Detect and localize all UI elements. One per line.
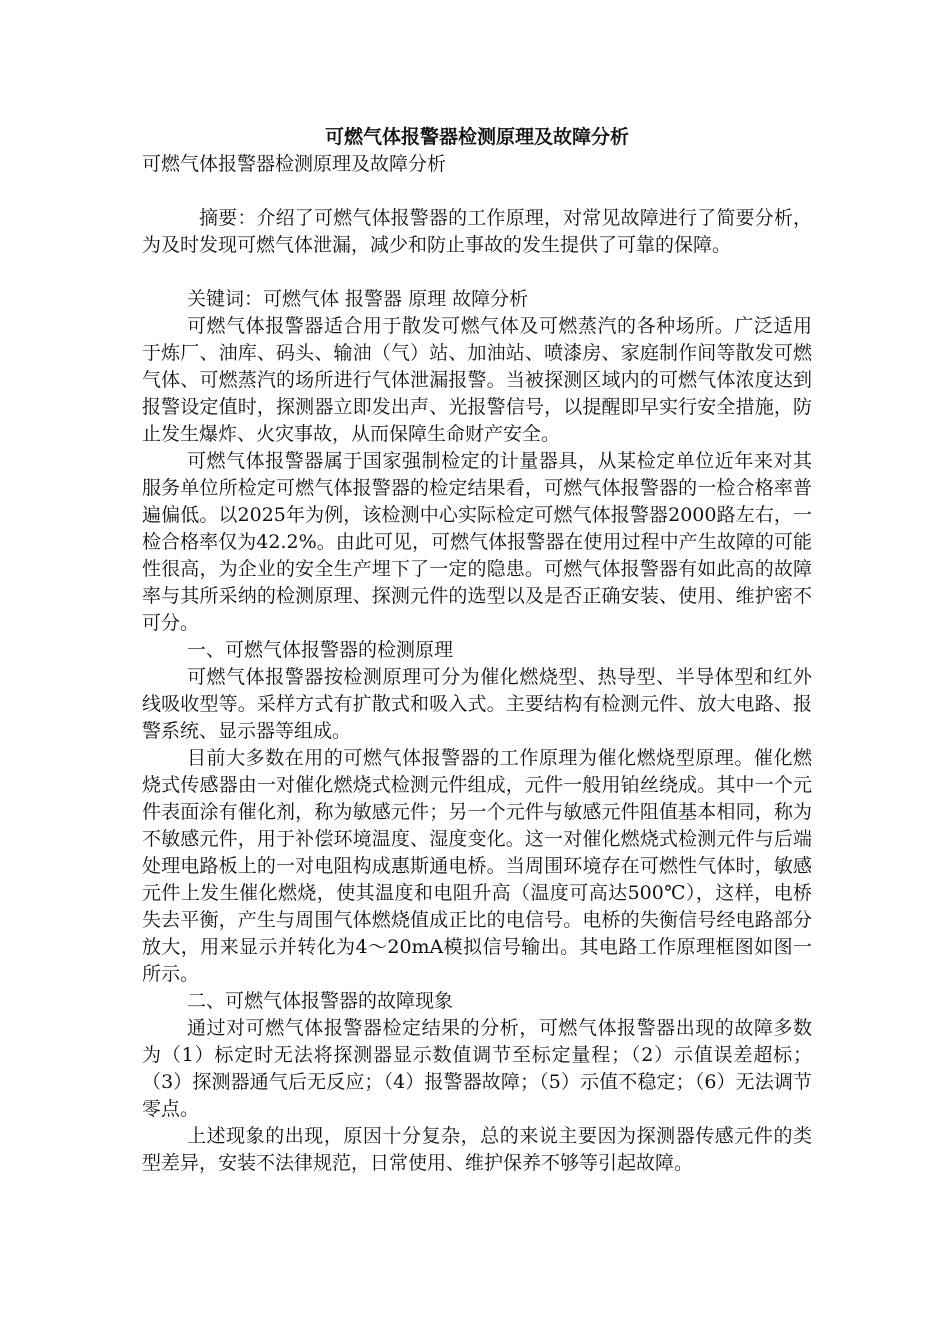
keywords-line: 关键词：可燃气体 报警器 原理 故障分析 <box>187 288 529 310</box>
section-heading: 一、可燃气体报警器的检测原理 <box>187 639 454 661</box>
blank-line <box>142 259 812 286</box>
body-paragraph: 目前大多数在用的可燃气体报警器的工作原理为催化燃烧型原理。催化燃烧式传感器由一对催化燃烧式检测元件组成，元件一般用铂丝绕成。其中一个元件表面涂有催化剂，称为敏感元件；另一个元件与敏感元件阻值基本相同，称为不敏感元件，用于补偿环境温度、湿度变化。这一对催化燃烧式检测元件与后端处理电路板上的一对电阻构成惠斯通电桥。当周围环境存在可燃性气体时，敏感元件上发生催化燃烧，使其温度和电阻升高（温度可高达500℃），这样，电桥失去平衡，产生与周围气体燃烧值成正比的电信号。电桥的失衡信号经电路部分放大，用来显示并转化为4～20mA模拟信号输出。其电路工作原理框图如图一所示。 <box>142 747 812 985</box>
body-paragraph: 可燃气体报警器属于国家强制检定的计量器具，从某检定单位近年来对其服务单位所检定可燃气体报警器的检定结果看，可燃气体报警器的一检合格率普遍偏低。以2025年为例，该检测中心实际检定可燃气体报警器2000路左右，一检合格率仅为42.2%。由此可见，可燃气体报警器在使用过程中产生故障的可能性很高，为企业的安全生产埋下了一定的隐患。可燃气体报警器有如此高的故障率与其所采纳的检测原理、探测元件的选型以及是否正确安装、使用、维护密不可分。 <box>142 450 812 634</box>
blank-line <box>142 178 812 205</box>
document-body <box>142 124 812 1177</box>
body-paragraph: 可燃气体报警器按检测原理可分为催化燃烧型、热导型、半导体型和红外线吸收型等。采样方式有扩散式和吸入式。主要结构有检测元件、放大电路、报警系统、显示器等组成。 <box>142 666 812 742</box>
body-paragraph: 上述现象的出现，原因十分复杂，总的来说主要因为探测器传感元件的类型差异，安装不法律规范，日常使用、维护保养不够等引起故障。 <box>142 1125 812 1174</box>
document-title: 可燃气体报警器检测原理及故障分析 <box>324 126 629 148</box>
section-heading: 二、可燃气体报警器的故障现象 <box>187 990 454 1012</box>
document-subtitle: 可燃气体报警器检测原理及故障分析 <box>142 153 447 175</box>
body-paragraph: 可燃气体报警器适合用于散发可燃气体及可燃蒸汽的各种场所。广泛适用于炼厂、油库、码头、输油（气）站、加油站、喷漆房、家庭制作间等散发可燃气体、可燃蒸汽的场所进行气体泄漏报警。当被探测区域内的可燃气体浓度达到报警设定值时，探测器立即发出声、光报警信号，以提醒即早实行安全措施，防止发生爆炸、火灾事故，从而保障生命财产安全。 <box>142 315 812 445</box>
abstract-paragraph: 摘要：介绍了可燃气体报警器的工作原理，对常见故障进行了简要分析，为及时发现可燃气体泄漏，减少和防止事故的发生提供了可靠的保障。 <box>142 207 812 256</box>
body-paragraph: 通过对可燃气体报警器检定结果的分析，可燃气体报警器出现的故障多数为（1）标定时无法将探测器显示数值调节至标定量程；（2）示值误差超标；（3）探测器通气后无反应；（4）报警器故障；（5）示值不稳定；（6）无法调节零点。 <box>142 1017 812 1120</box>
